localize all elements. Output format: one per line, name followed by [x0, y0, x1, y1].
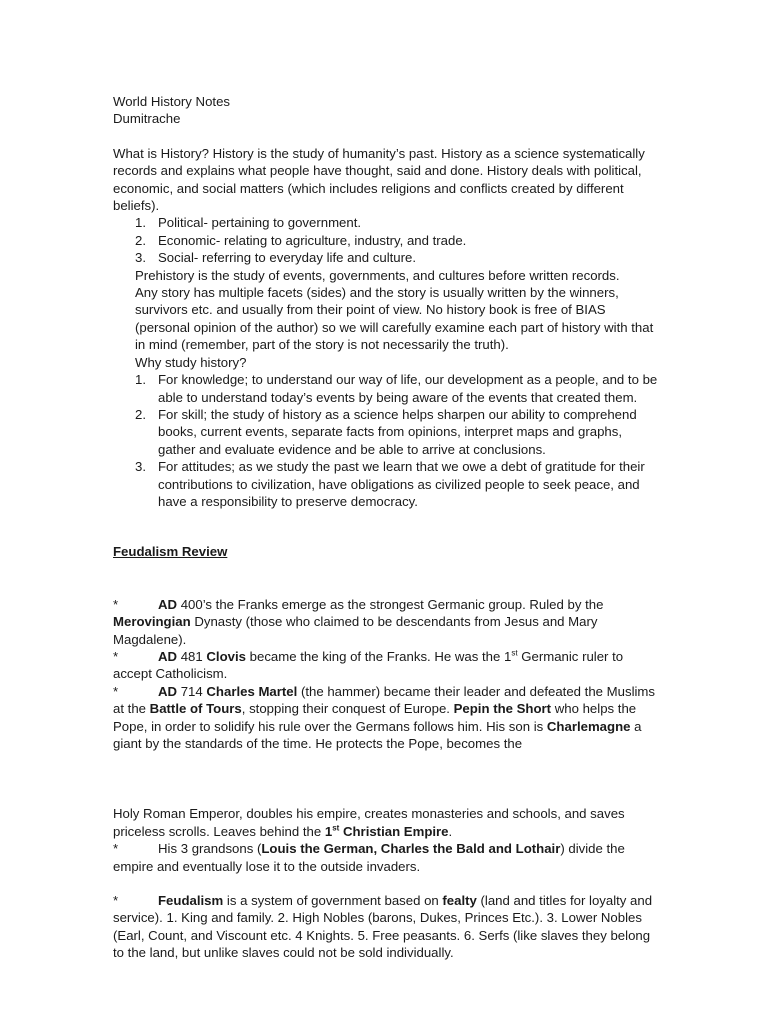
document-page — [113, 93, 658, 962]
text-run: 481 — [177, 648, 207, 664]
franks-paragraph — [113, 596, 658, 648]
list-text: Political- pertaining to government. — [158, 215, 362, 231]
text-run: is a system of government based on — [223, 893, 443, 909]
list-number: 3. — [135, 250, 146, 266]
text-run: 714 — [177, 683, 207, 699]
text-run: , stopping their conquest of Europe. — [241, 701, 454, 717]
list-item — [113, 458, 658, 510]
list-number: 2. — [135, 232, 146, 248]
intro-paragraph: What is History? History is the study of humanity’s past. History as a science systematically records and explains what people have thought, said and done. History deals with political, economic, and social matters (which includes religions and conflicts created by different beliefs). — [113, 145, 645, 214]
bold-term: Charlemagne — [546, 718, 631, 734]
bold-term: Charles Martel — [206, 683, 298, 699]
clovis-paragraph — [113, 648, 658, 683]
list-text: For knowledge; to understand our way of life, our development as a people, and to be able to understand today’s events by being aware of the events that created them. — [158, 372, 658, 405]
grandsons-paragraph — [113, 840, 658, 875]
text-run: became the king of the Franks. He was the 1 — [245, 648, 512, 664]
text-run: ) divide the empire and eventually lose it to the outside invaders. — [113, 841, 625, 874]
matters-list — [113, 214, 658, 266]
superscript: st — [511, 648, 518, 658]
bold-term: Louis the German, Charles the Bald and Lothair — [261, 841, 561, 857]
text-run: 1 — [324, 823, 333, 839]
text-run: (the hammer) became their leader and defeated the Muslims at the — [113, 683, 656, 717]
list-item — [113, 371, 658, 406]
document-header — [113, 93, 658, 128]
list-text: For attitudes; as we study the past we learn that we owe a debt of gratitude for their contributions to civilization, have obligations as civilized people to seek peace, and have a responsibility to preserve democracy. — [158, 459, 645, 509]
date-label: AD — [158, 683, 178, 699]
text-run: . — [448, 823, 453, 839]
text-run: Holy Roman Emperor, doubles his empire, creates monasteries and schools, and saves priceless scrolls. Leaves behind the — [113, 806, 625, 839]
bullet-star: * — [113, 648, 119, 664]
why-study-heading: Why study history? — [135, 354, 247, 370]
bold-term: fealty — [442, 893, 477, 909]
bold-term: Pepin the Short — [453, 701, 552, 717]
list-number: 1. — [135, 215, 146, 231]
list-number: 3. — [135, 459, 146, 475]
text-run: (land and titles for loyalty and service). 1. King and family. 2. High Nobles (barons, Dukes, Princes Etc.). 3. Lower Nobles (Earl, Count, and Viscount etc. 4 Knights. 5. Free peasants. 6. Serfs (like slaves they belong to the land, but unlike slaves could not be sold individually. — [113, 893, 653, 961]
martel-paragraph — [113, 683, 658, 753]
bold-term: Battle of Tours — [149, 701, 242, 717]
list-text: Social- referring to everyday life and culture. — [158, 250, 417, 266]
reasons-list — [113, 371, 658, 510]
list-item — [113, 406, 658, 458]
text-run: who helps the Pope, in order to solidify his rule over the Germans follows him. His son is — [113, 701, 637, 734]
text-run: a giant by the standards of the time. He protects the Pope, becomes the — [113, 718, 642, 751]
teacher-name: Dumitrache — [113, 111, 181, 127]
text-run: Dynasty (those who claimed to be descendants from Jesus and Mary Magdalene). — [113, 614, 598, 647]
feudalism-definition-paragraph — [113, 892, 658, 962]
bias-paragraph: Any story has multiple facets (sides) and the story is usually written by the winners, survivors etc. and usually from their point of view. No history book is free of BIAS (personal opinion of the author) so we will carefully examine each part of history with that in mind (remember, part of the story is not necessarily the truth). — [135, 285, 654, 353]
bold-term: Feudalism — [158, 893, 224, 909]
text-run: Germanic ruler to accept Catholicism. — [113, 648, 624, 682]
superscript: st — [332, 823, 340, 833]
bold-term: Merovingian — [113, 614, 191, 630]
bullet-star: * — [113, 893, 119, 909]
text-run: His 3 grandsons ( — [158, 841, 262, 857]
date-label: AD — [158, 596, 178, 612]
course-title: World History Notes — [113, 94, 231, 109]
bullet-star: * — [113, 841, 119, 857]
bold-term — [325, 824, 449, 839]
list-item — [113, 232, 658, 249]
emperor-paragraph — [113, 805, 658, 840]
list-item — [113, 214, 658, 231]
list-text: For skill; the study of history as a science helps sharpen our ability to comprehend books, current events, separate facts from opinions, interpret maps and graphs, gather and evaluate evidence and be able to arrive at conclusions. — [158, 406, 637, 457]
list-number: 2. — [135, 406, 146, 422]
list-item — [113, 249, 658, 266]
prehistory-paragraph: Prehistory is the study of events, governments, and cultures before written records. — [135, 267, 620, 283]
feudalism-section-title: Feudalism Review — [113, 544, 228, 560]
list-number: 1. — [135, 372, 146, 388]
bullet-star: * — [113, 683, 119, 699]
bold-term: Clovis — [206, 648, 246, 664]
bullet-star: * — [113, 596, 119, 612]
date-label: AD — [158, 648, 178, 664]
list-text: Economic- relating to agriculture, industry, and trade. — [158, 232, 467, 248]
text-run: 400’s the Franks emerge as the strongest Germanic group. Ruled by the — [177, 596, 604, 612]
text-run: Christian Empire — [339, 823, 449, 839]
